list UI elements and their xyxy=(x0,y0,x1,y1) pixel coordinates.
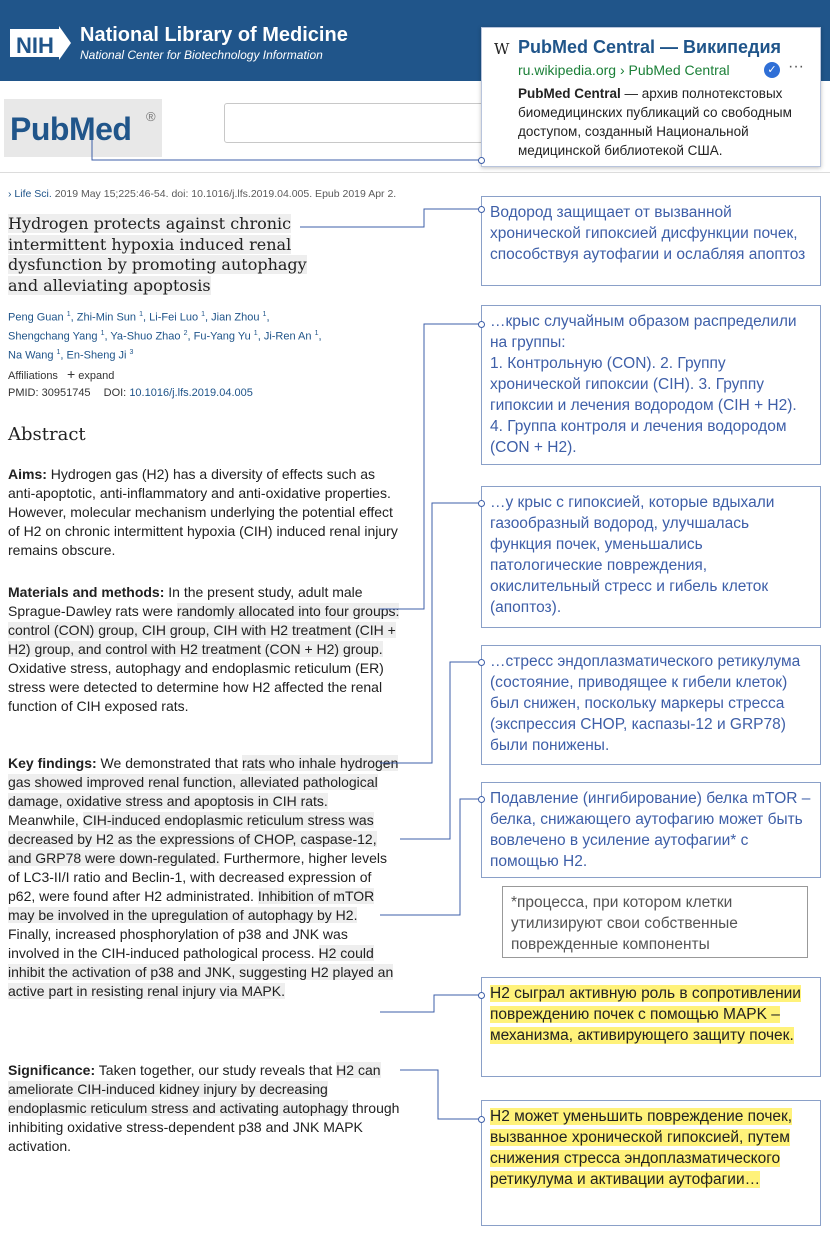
author-link[interactable]: En-Sheng Ji xyxy=(66,349,127,362)
callout-6-text: H2 сыграл активную роль в сопротивлении повреждению почек с помощью MAPK – механизма, активирующего защиту почек. xyxy=(490,985,801,1044)
callout-autophagy-note xyxy=(502,886,808,958)
nih-subtitle: National Center for Biotechnology Information xyxy=(80,48,323,62)
aims-text: Hydrogen gas (H2) has a diversity of effects such as anti-apoptotic, anti-inflammatory and anti-oxidative properties. However, molecular mechanism underlying the potential effect of H2 on chronic intermittent hypoxia (CIH) induced renal injury remains obscure. xyxy=(8,466,398,558)
connector-significance xyxy=(400,1070,481,1119)
author-affiliation-number: 1 xyxy=(253,330,258,338)
author-affiliation-number: 1 xyxy=(262,311,267,318)
author-affiliation-number: 1 xyxy=(314,330,319,338)
callout-3-text: …у крыс с гипоксией, которые вдыхали газообразный водород, улучшалась функция почек, уменьшались патологические повреждения, окислительный стресс и гибель клеток (апоптоз). xyxy=(490,494,775,616)
author-link[interactable]: Fu-Yang Yu xyxy=(193,330,251,343)
plus-icon: + xyxy=(67,366,76,382)
findings-highlight-3: Inhibition of mTOR may be involved in the upregulation of autophagy by H2. xyxy=(8,888,375,923)
significance-highlight: H2 can ameliorate CIH-induced kidney injury by decreasing endoplasmic reticulum stress and activating autophagy xyxy=(8,1062,381,1116)
author-link[interactable]: Li-Fei Luo xyxy=(149,311,199,324)
affiliations-label: Affiliations xyxy=(8,370,58,382)
connector-findings-1 xyxy=(380,503,481,763)
callout-4-text: …стресс эндоплазматического ретикулума (состояние, приводящее к гибели клеток) был снижен, поскольку маркеры стресса (экспрессия CHOP, каспазы-12 и GRP78) были понижены. xyxy=(490,653,801,754)
significance-label: Significance: xyxy=(8,1062,96,1078)
findings-text-2: Meanwhile, xyxy=(8,812,83,828)
author-affiliation-number: 1 xyxy=(139,311,144,318)
connector-findings-3 xyxy=(380,799,481,915)
findings-highlight-2: CIH-induced endoplasmic reticulum stress was decreased by H2 as the expressions of CHOP, caspase-12, and GRP78 were down-regulated. xyxy=(8,812,377,866)
connector-dot xyxy=(478,659,485,666)
callout-1-text: Водород защищает от вызванной хронической гипоксией дисфункции почек, способствуя аутофагии и ослабляя апоптоз xyxy=(490,204,806,263)
connector-dot xyxy=(478,796,485,803)
wikipedia-icon: W xyxy=(494,40,510,58)
callout-5-note-text: *процесса, при котором клетки утилизируют свои собственные поврежденные компоненты xyxy=(511,894,738,953)
journal-link[interactable]: Life Sci. xyxy=(14,188,52,200)
wikipedia-desc-text: — архив полнотекстовых биомедицинских публикаций со свободным доступом, созданный Национальной медицинской библиотекой США. xyxy=(518,86,792,158)
findings-text-1: We demonstrated that xyxy=(96,755,242,771)
callout-findings-3-translation xyxy=(481,782,821,878)
callout-findings-2-translation xyxy=(481,645,821,765)
author-link[interactable]: Zhi-Min Sun xyxy=(76,311,137,324)
callout-findings-1-translation xyxy=(481,486,821,628)
methods-text-1: In the present study, adult male Sprague-Dawley rats were xyxy=(8,584,363,619)
callout-7-text: H2 может уменьшить повреждение почек, вызванное хронической гипоксией, путем снижения стресса эндоплазматического ретикулума и активации аутофагии… xyxy=(490,1108,793,1188)
connector-dot xyxy=(478,992,485,999)
nih-logo-text: NIH xyxy=(10,29,60,57)
methods-label: Materials and methods: xyxy=(8,584,165,600)
wikipedia-desc-bold: PubMed Central xyxy=(518,86,621,101)
author-list: Peng Guan $^1$, Zhi-Min Sun $^1$, Li-Fei Luo $^1$, Jian Zhou $^1$, Shengchang Yang $^1$, Ya-Shuo Zhao $^2$, Fu-Yang Yu $^1$, Ji-Ren An $^1$, Na Wang $^1$, En-Sheng Ji $^3$ xyxy=(8,311,322,362)
expand-label: expand xyxy=(78,370,115,382)
citation-text: 2019 May 15;225:46-54. doi: 10.1016/j.lfs.2019.04.005. Epub 2019 Apr 2. xyxy=(51,188,397,200)
methods-text-2: Oxidative stress, autophagy and endoplasmic reticulum (ER) stress were detected to determine how H2 affected the renal function of CIH exposed rats. xyxy=(8,660,384,714)
callout-findings-4-translation xyxy=(481,977,821,1077)
findings-highlight-1: rats who inhale hydrogen gas showed improved renal function, alleviated pathological damage, oxidative stress and apoptosis in CIH rats. xyxy=(8,755,399,809)
nih-title[interactable]: National Library of Medicine xyxy=(80,24,348,46)
author-link[interactable]: Shengchang Yang xyxy=(8,330,98,343)
connector-methods xyxy=(380,324,481,609)
connector-title xyxy=(300,209,481,227)
author-link[interactable]: Peng Guan xyxy=(8,311,64,324)
author-link[interactable]: Na Wang xyxy=(8,349,54,362)
author-affiliation-number: 2 xyxy=(183,330,188,338)
callout-5-text: Подавление (ингибирование) белка mTOR – белка, снижающего аутофагию может быть вовлечено в усиление аутофагии* с помощью H2. xyxy=(490,790,811,870)
author-link[interactable]: Jian Zhou xyxy=(211,311,260,324)
author-affiliation-number: 1 xyxy=(201,311,206,318)
connector-findings-4 xyxy=(380,995,481,1012)
connector-dot xyxy=(478,157,485,164)
callout-title-translation xyxy=(481,196,821,286)
author-affiliation-number: 1 xyxy=(66,311,71,318)
doi-link[interactable]: 10.1016/j.lfs.2019.04.005 xyxy=(129,387,253,399)
callout-2-text: …крыс случайным образом распределили на группы: 1. Контрольную (CON). 2. Группу хронической гипоксии (CIH). 3. Группу гипоксии и лечения водородом (CIH + H2). 4. Группа контроля и лечения водородом (CON + H2). xyxy=(490,313,797,456)
connector-dot xyxy=(478,1116,485,1123)
verified-check-icon: ✓ xyxy=(764,62,780,78)
pubmed-reg-mark: ® xyxy=(146,109,156,124)
connector-wiki xyxy=(92,140,481,160)
wikipedia-card-url[interactable]: ru.wikipedia.org › PubMed Central xyxy=(518,62,730,78)
author-affiliation-number: 3 xyxy=(129,349,134,357)
findings-highlight-4: H2 could inhibit the activation of p38 and JNK, suggesting H2 played an active part in resisting renal injury via MAPK. xyxy=(8,945,394,999)
author-affiliation-number: 1 xyxy=(100,330,105,338)
pmid: PMID: 30951745 xyxy=(8,387,91,399)
connector-dot xyxy=(478,321,485,328)
findings-text-4: Finally, increased phosphorylation of p38 and JNK was involved in the CIH-induced pathological process. xyxy=(8,926,348,961)
significance-text-1: Taken together, our study reveals that xyxy=(95,1062,337,1078)
author-affiliation-number: 1 xyxy=(56,349,61,357)
article-title-text: Hydrogen protects against chronic intermittent hypoxia induced renal dysfunction by promoting autophagy and alleviating apoptosis xyxy=(8,214,307,295)
aims-label: Aims: xyxy=(8,466,47,482)
callout-methods-translation xyxy=(481,305,821,465)
findings-text-3: Furthermore, higher levels of LC3-II/I ratio and Beclin-1, with decreased expression of p62, were found after H2 administrated. xyxy=(8,850,387,904)
abstract-heading: Abstract xyxy=(8,424,86,445)
more-options-icon[interactable]: ··· xyxy=(788,58,804,75)
findings-label: Key findings: xyxy=(8,755,97,771)
callout-significance-translation xyxy=(481,1100,821,1226)
connector-dot xyxy=(478,206,485,213)
wikipedia-card-title[interactable]: PubMed Central — Википедия xyxy=(518,37,782,57)
author-link[interactable]: Ji-Ren An xyxy=(263,330,312,343)
connector-findings-2 xyxy=(400,662,481,839)
methods-highlight: randomly allocated into four groups: control (CON) group, CIH group, CIH with H2 treatment (CIH + H2) group, and control with H2 treatment (CON + H2) group. xyxy=(8,603,400,657)
doi-label: DOI: xyxy=(103,387,127,399)
chevron-right-icon: › xyxy=(8,188,12,200)
author-link[interactable]: Ya-Shuo Zhao xyxy=(110,330,181,343)
connector-dot xyxy=(478,500,485,507)
pubmed-logo-text: PubMed xyxy=(10,111,132,147)
significance-text-2: through inhibiting oxidative stress-dependent p38 and JNK MAPK activation. xyxy=(8,1100,400,1154)
